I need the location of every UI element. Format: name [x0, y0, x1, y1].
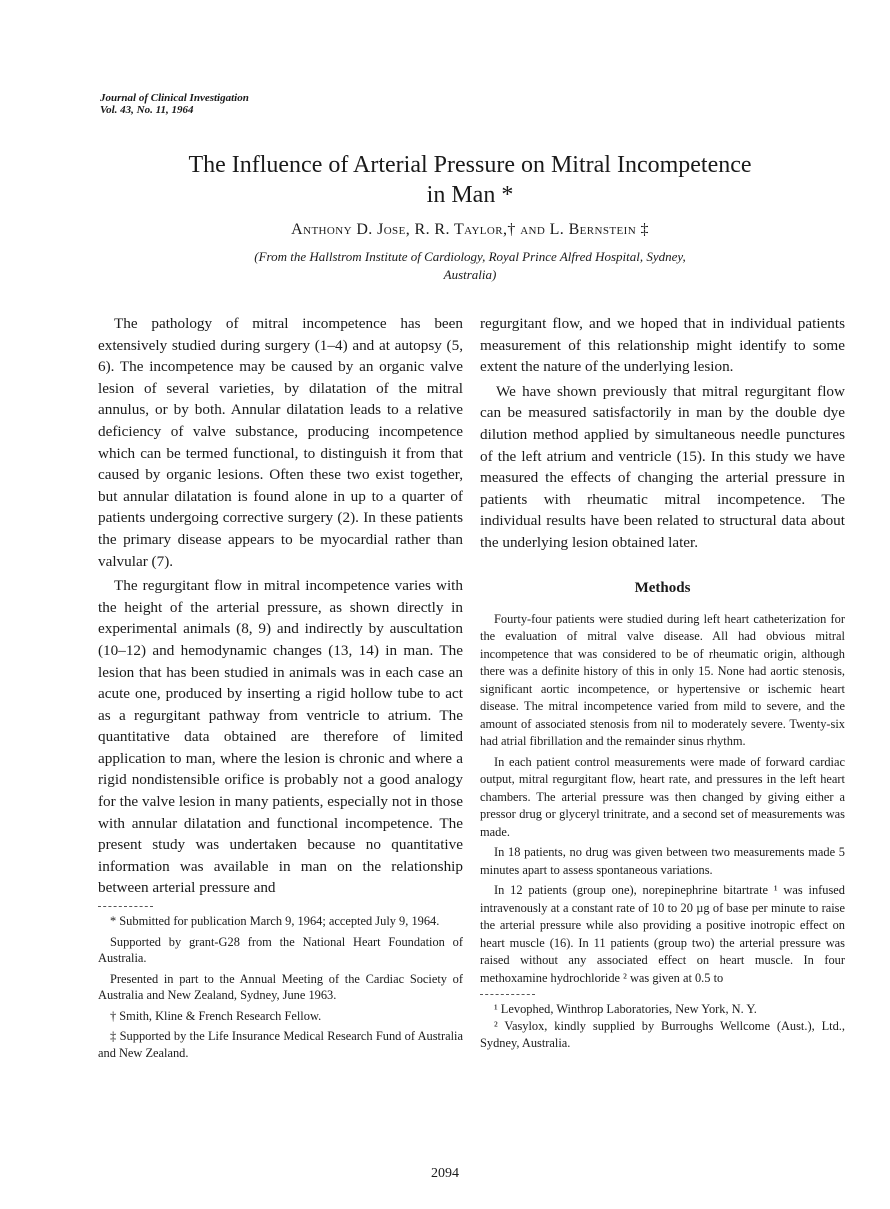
methods-heading: Methods — [634, 579, 691, 596]
methods-paragraph: In each patient control measurements were made of forward cardiac output, mitral regurgitant flow, heart rate, and pressures in the left heart chambers. The arterial pressure was then changed by giving either a pressor drug or glyceryl trinitrate, and a second set of measurements was made. — [480, 754, 845, 839]
footnote: ¹ Levophed, Winthrop Laboratories, New York, N. Y. — [494, 1002, 757, 1017]
journal-name: Journal of Clinical Investigation — [100, 92, 249, 104]
title-line-2: in Man * — [426, 182, 514, 208]
intro-paragraph: We have shown previously that mitral regurgitant flow can be measured satisfactorily in man by the double dye dilution method applied by simultaneous needle punctures of the left atrium and ventricle (15). In this study we have measured the effects of changing the arterial pressure in patients with rheumatic mitral incompetence. The individual results have been related to structural data about the underlying lesion obtained later. — [480, 382, 845, 551]
left-column — [98, 313, 463, 1061]
drug-footnotes — [480, 1001, 845, 1052]
methods-body — [480, 611, 845, 988]
affiliation-line-1: (From the Hallstrom Institute of Cardiology, Royal Prince Alfred Hospital, Sydney, — [254, 249, 686, 264]
right-column — [480, 313, 845, 1052]
methods-paragraph: Fourty-four patients were studied during left heart catheterization for the evaluation of mitral valve disease. All had obvious mitral incompetence that was considered to be of rheumatic origin, although there was a definite history of this in only 15. None had aortic stenosis, significant aortic incompetence, or hypertensive or ischemic heart disease. The mitral incompetence varied from mild to severe, and the amount of associated stenosis from nil to moderately severe. Twenty-six had atrial fibrillation and the remainder sinus rhythm. — [480, 611, 845, 749]
footnote: Supported by grant-G28 from the National Heart Foundation of Australia. — [98, 934, 463, 966]
footnote: ² Vasylox, kindly supplied by Burroughs Wellcome (Aust.), Ltd., Sydney, Australia. — [480, 1019, 845, 1051]
author-list: Anthony D. Jose, R. R. Taylor,† and L. Bernstein ‡ — [291, 221, 649, 238]
footnote-divider — [98, 906, 153, 907]
intro-paragraph: The regurgitant flow in mitral incompetence varies with the height of the arterial pressure, as shown directly in experimental animals (8, 9) and indirectly by auscultation (10–12) and hemodynamic changes (13, 14) in man. The lesion that has been studied in animals was in each case an acute one, produced by inserting a rigid hollow tube to act as a regurgitant pathway from ventricle to atrium. The quantitative data obtained are therefore of limited application to man, where the lesion is chronic and where a rigid nondistensible orifice is probably not a good analogy for the valve lesion in many patients, especially not in those with annular dilatation and functional incompetence. The present study was undertaken because no quantitative information was available in man on the relationship between arterial pressure and — [98, 577, 463, 897]
footnote-divider — [480, 994, 535, 995]
introduction-body — [98, 313, 463, 899]
footnote: † Smith, Kline & French Research Fellow. — [110, 1008, 322, 1023]
methods-paragraph: In 18 patients, no drug was given between two measurements made 5 minutes apart to assess spontaneous variations. — [480, 845, 845, 877]
footnote: ‡ Supported by the Life Insurance Medical Research Fund of Australia and New Zealand. — [98, 1029, 463, 1060]
page-number: 2094 — [431, 1166, 459, 1181]
affiliation — [190, 248, 750, 284]
footnote: * Submitted for publication March 9, 1964; accepted July 9, 1964. — [110, 914, 440, 929]
intro-paragraph: The pathology of mitral incompetence has been extensively studied during surgery (1–4) and at autopsy (5, 6). The incompetence may be caused by an organic valve lesion of several varieties, by dilatation of the mitral annulus, or by both. Annular dilatation leads to a relative deficiency of valve substance, producing incompetence which can be termed functional, to distinguish it from that caused by organic lesions. Often these two exist together, but annular dilatation is found alone in up to a quarter of patients undergoing corrective surgery (2). In these patients the primary disease appears to be myocardial rather than valvular (7). — [98, 315, 463, 570]
footnote: Presented in part to the Annual Meeting of the Cardiac Society of Australia and New Zealand, Sydney, June 1963. — [98, 971, 463, 1003]
journal-volume: Vol. 43, No. 11, 1964 — [100, 104, 194, 116]
affiliation-line-2: Australia) — [443, 267, 497, 282]
introduction-continued — [480, 313, 845, 554]
title-line-1: The Influence of Arterial Pressure on Mitral Incompetence — [188, 152, 752, 178]
title-footnotes — [98, 913, 463, 1061]
methods-paragraph: In 12 patients (group one), norepinephrine bitartrate ¹ was infused intravenously at a constant rate of 10 to 20 µg of base per minute to raise the arterial pressure while also providing a positive inotropic effect on heart muscle (16). In 11 patients (group two) the arterial pressure was raised without any associated effect on heart muscle. In four methoxamine hydrochloride ² was given at 0.5 to — [480, 883, 845, 985]
journal-citation — [100, 92, 249, 116]
article-title — [150, 150, 790, 210]
intro-paragraph: regurgitant flow, and we hoped that in individual patients measurement of this relationship might identify to some extent the nature of the underlying lesion. — [480, 315, 845, 376]
